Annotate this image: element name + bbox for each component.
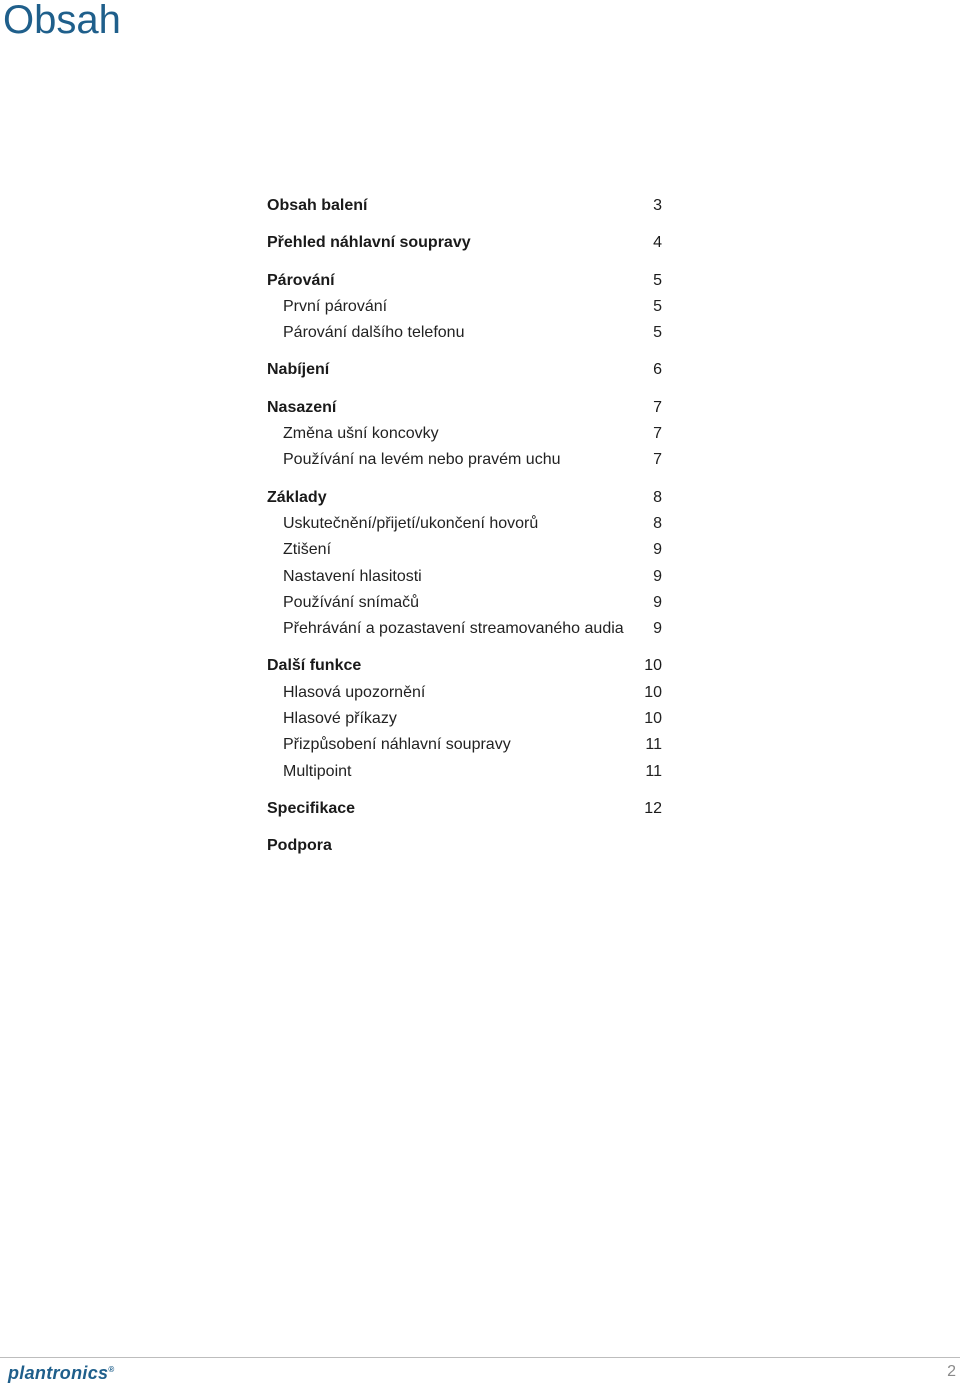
toc-section (267, 230, 662, 256)
toc-entry[interactable] (267, 230, 662, 256)
toc-subentry[interactable] (267, 537, 662, 563)
toc-subentry-page: 10 (644, 710, 662, 728)
toc-subentry-page: 11 (645, 736, 662, 754)
toc-subentry-page: 9 (653, 593, 662, 611)
toc-subentry-title: Hlasová upozornění (283, 683, 426, 701)
toc-subentry[interactable] (267, 706, 662, 732)
toc-entry[interactable] (267, 833, 662, 859)
toc-subentry[interactable] (267, 320, 662, 346)
toc-entry-title: Specifikace (267, 799, 356, 817)
toc-subentry-title: Používání snímačů (283, 593, 420, 611)
toc-subentry[interactable] (267, 421, 662, 447)
page-title: Obsah (3, 0, 121, 42)
toc-entry-title: Další funkce (267, 657, 362, 675)
toc-entry-title: Párování (267, 271, 335, 289)
toc-entry[interactable] (267, 193, 662, 219)
toc-entry[interactable] (267, 485, 662, 511)
toc-entry-title: Nasazení (267, 398, 337, 416)
toc-entry-title: Obsah balení (267, 197, 368, 214)
toc-subentry[interactable] (267, 759, 662, 785)
toc-subentry-title: Přizpůsobení náhlavní soupravy (283, 736, 511, 754)
toc-subentry[interactable] (267, 732, 662, 758)
registered-mark: ® (108, 1365, 115, 1374)
toc-subentry-title: Multipoint (283, 762, 352, 780)
toc-subentry-page: 5 (653, 324, 662, 342)
toc-section (267, 485, 662, 643)
toc-subentry[interactable] (267, 294, 662, 320)
toc-entry-page: 3 (653, 197, 662, 214)
toc-entry[interactable] (267, 796, 662, 822)
toc-subentry[interactable] (267, 680, 662, 706)
toc-section (267, 653, 662, 784)
toc-entry-title: Přehled náhlavní soupravy (267, 234, 471, 252)
toc-section (267, 395, 662, 474)
toc-section (267, 357, 662, 383)
toc-subentry-page: 7 (653, 425, 662, 443)
toc-section (267, 833, 662, 859)
toc-entry[interactable] (267, 357, 662, 383)
toc-subentry-page: 5 (653, 297, 662, 315)
toc-subentry-page: 7 (653, 451, 662, 469)
toc-subentry-title: Používání na levém nebo pravém uchu (283, 451, 561, 469)
toc-subentry-title: Přehrávání a pozastavení streamovaného audia (283, 620, 624, 638)
toc-subentry-page: 10 (644, 683, 662, 701)
toc-entry-page: 8 (653, 488, 662, 506)
toc-subentry-title: Ztišení (283, 541, 332, 559)
toc-subentry-title: Nastavení hlasitosti (283, 567, 422, 585)
toc-section (267, 193, 662, 219)
brand-name: plantronics (8, 1363, 109, 1383)
toc-entry-page: 6 (653, 361, 662, 379)
toc-subentry-page: 11 (645, 762, 662, 780)
toc-entry-page: 10 (644, 657, 662, 675)
plantronics-logo (8, 1363, 115, 1384)
toc-entry-title: Podpora (267, 837, 332, 855)
toc-subentry-page: 9 (653, 567, 662, 585)
toc-entry-page: 12 (644, 799, 662, 817)
toc-subentry-page: 9 (653, 541, 662, 559)
toc-subentry[interactable] (267, 590, 662, 616)
page-number: 2 (947, 1363, 956, 1380)
toc-entry-title: Nabíjení (267, 361, 330, 379)
toc-subentry-page: 8 (653, 514, 662, 532)
toc-entry[interactable] (267, 653, 662, 679)
toc-subentry-title: Hlasové příkazy (283, 710, 397, 728)
toc-section (267, 268, 662, 347)
toc-entry[interactable] (267, 268, 662, 294)
footer-divider (0, 1357, 960, 1358)
toc-subentry[interactable] (267, 447, 662, 473)
toc-entry-title: Základy (267, 488, 327, 506)
toc-subentry[interactable] (267, 616, 662, 642)
toc-entry-page: 5 (653, 271, 662, 289)
toc-entry-page: 4 (653, 234, 662, 252)
toc-subentry[interactable] (267, 511, 662, 537)
toc-subentry-title: Uskutečnění/přijetí/ukončení hovorů (283, 514, 539, 532)
toc-subentry-title: Párování dalšího telefonu (283, 324, 465, 342)
toc-subentry-page: 9 (653, 620, 662, 638)
toc-section (267, 796, 662, 822)
toc-subentry-title: Změna ušní koncovky (283, 425, 439, 443)
toc-subentry-title: První párování (283, 297, 388, 315)
toc-entry[interactable] (267, 395, 662, 421)
toc-entry-page: 7 (653, 398, 662, 416)
table-of-contents (267, 193, 662, 871)
toc-subentry[interactable] (267, 564, 662, 590)
